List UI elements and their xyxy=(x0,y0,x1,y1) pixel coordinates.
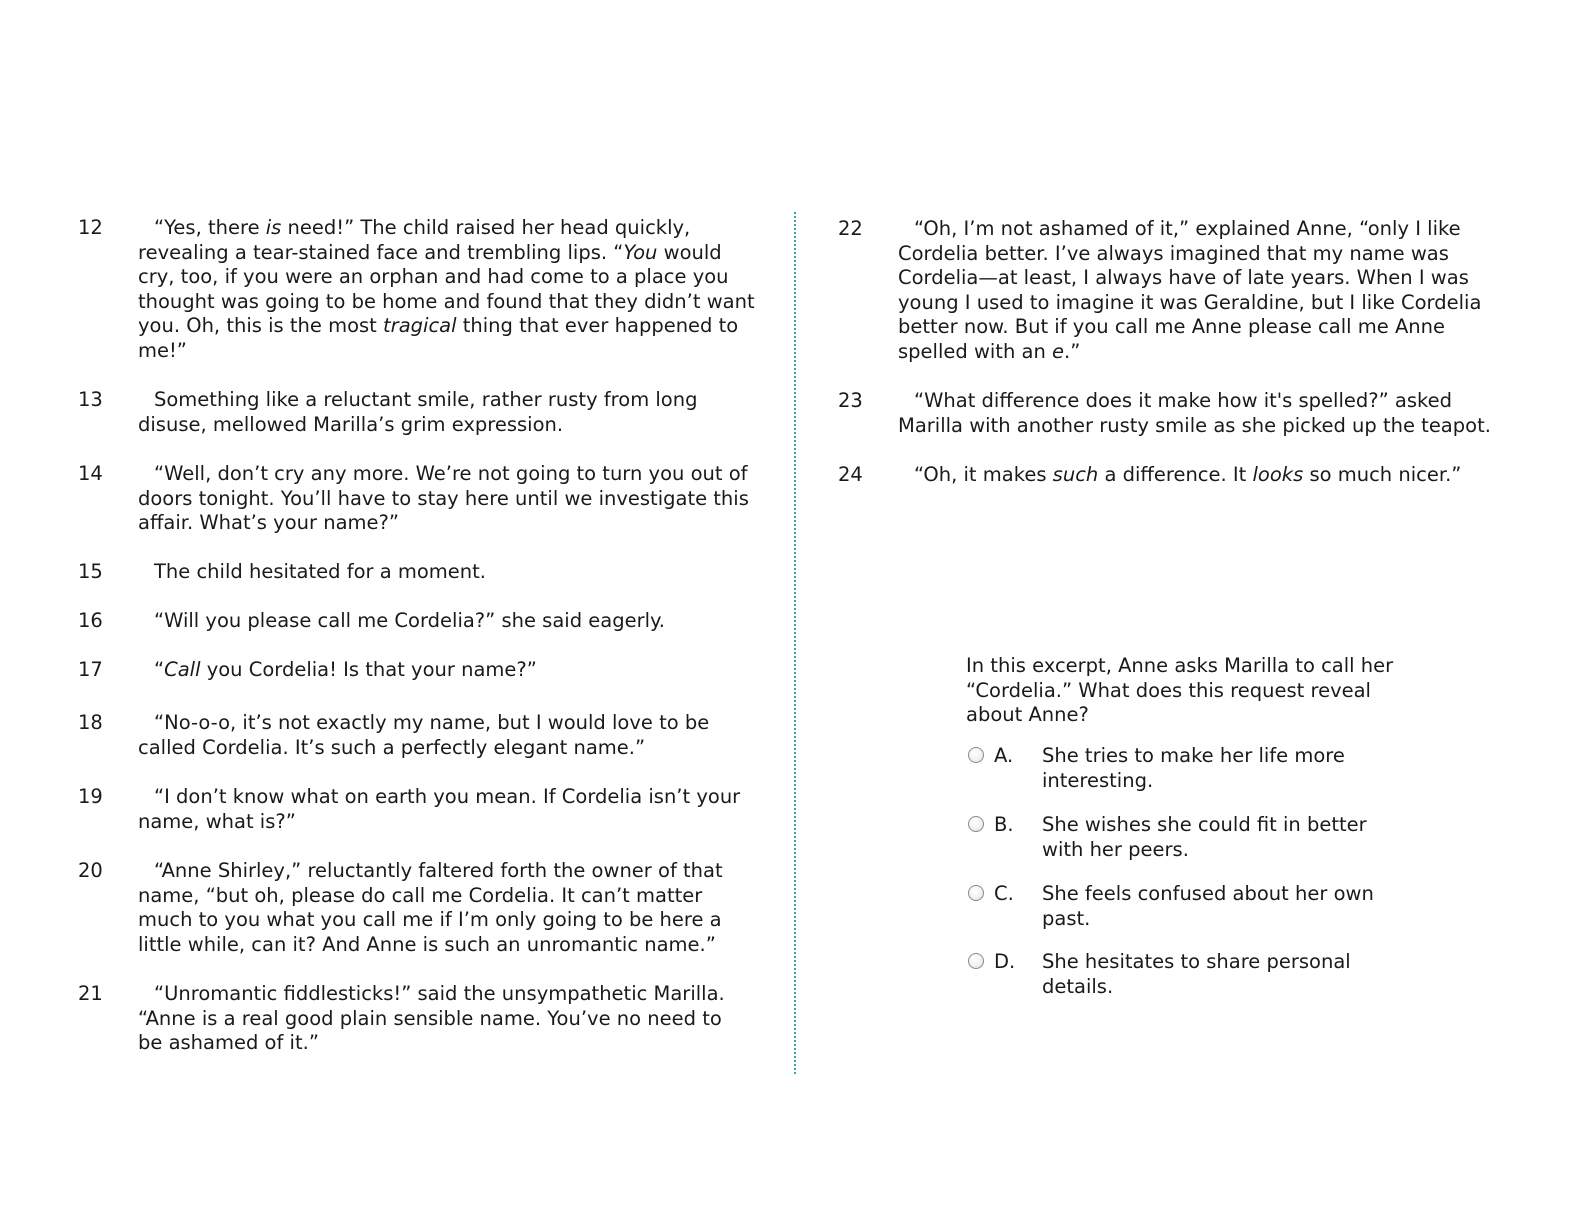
paragraph-text: “No-o-o, it’s not exactly my name, but I would love to be called Cordelia. It’s such a perfectly elegant name.” xyxy=(138,711,710,759)
radio-button[interactable] xyxy=(968,885,984,901)
choice-letter: C. xyxy=(994,882,1014,905)
choice-text: She wishes she could fit in better with her peers. xyxy=(1042,813,1367,861)
paragraph-number: 23 xyxy=(838,389,863,412)
choice-text: She hesitates to share personal details. xyxy=(1042,950,1351,998)
paragraph-number: 17 xyxy=(78,658,103,681)
paragraph-number: 12 xyxy=(78,216,103,239)
paragraph-text: “Will you please call me Cordelia?” she said eagerly. xyxy=(154,609,665,632)
choice-letter: D. xyxy=(994,950,1016,973)
paragraph-number: 18 xyxy=(78,711,103,734)
paragraph-text: “What difference does it make how it's spelled?” asked Marilla with another rusty smile as she picked up the teapot. xyxy=(898,389,1491,437)
paragraph-number: 13 xyxy=(78,388,103,411)
paragraph-text: “Yes, there is need!” The child raised her head quickly, revealing a tear-stained face and trembling lips. “You would cry, too, if you were an orphan and had come to a place you thought was going to be home and found that they didn’t want you. Oh, this is the most tragical thing that ever happened to me!” xyxy=(138,216,755,362)
paragraph-number: 16 xyxy=(78,609,103,632)
radio-button[interactable] xyxy=(968,953,984,969)
paragraph-number: 15 xyxy=(78,560,103,583)
paragraph-text: The child hesitated for a moment. xyxy=(154,560,486,583)
paragraph-text: “Call you Cordelia! Is that your name?” xyxy=(154,658,537,681)
radio-button[interactable] xyxy=(968,747,984,763)
paragraph-number: 19 xyxy=(78,785,103,808)
paragraph-text: “Unromantic fiddlesticks!” said the unsympathetic Marilla. “Anne is a real good plain sensible name. You’ve no need to be ashamed of it.” xyxy=(138,982,725,1055)
paragraph-text: “Anne Shirley,” reluctantly faltered forth the owner of that name, “but oh, please do call me Cordelia. It can’t matter much to you what you call me if I’m only going to be here a little while, can it? And Anne is such an unromantic name.” xyxy=(138,859,723,956)
paragraph-text: “Oh, it makes such a difference. It looks so much nicer.” xyxy=(914,463,1462,486)
paragraph-text: “I don’t know what on earth you mean. If Cordelia isn’t your name, what is?” xyxy=(138,785,741,833)
paragraph-number: 14 xyxy=(78,462,103,485)
radio-button[interactable] xyxy=(968,816,984,832)
paragraph-number: 20 xyxy=(78,859,103,882)
choice-text: She feels confused about her own past. xyxy=(1042,882,1374,930)
paragraph-number: 24 xyxy=(838,463,863,486)
paragraph-text: “Oh, I’m not ashamed of it,” explained Anne, “only I like Cordelia better. I’ve always imagined that my name was Cordelia—at least, I always have of late years. When I was young I used to imagine it was Geraldine, but I like Cordelia better now. But if you call me Anne please call me Anne spelled with an e.” xyxy=(898,217,1482,363)
paragraph-number: 21 xyxy=(78,982,103,1005)
paragraph-text: Something like a reluctant smile, rather rusty from long disuse, mellowed Marilla’s grim expression. xyxy=(138,388,698,436)
column-divider xyxy=(794,212,796,1074)
paragraph-number: 22 xyxy=(838,217,863,240)
choice-text: She tries to make her life more interesting. xyxy=(1042,744,1345,792)
question-stem: In this excerpt, Anne asks Marilla to call her “Cordelia.” What does this request reveal about Anne? xyxy=(966,654,1394,727)
paragraph-text: “Well, don’t cry any more. We’re not going to turn you out of doors tonight. You’ll have to stay here until we investigate this affair. What’s your name?” xyxy=(138,462,749,535)
choice-letter: A. xyxy=(994,744,1014,767)
choice-letter: B. xyxy=(994,813,1014,836)
